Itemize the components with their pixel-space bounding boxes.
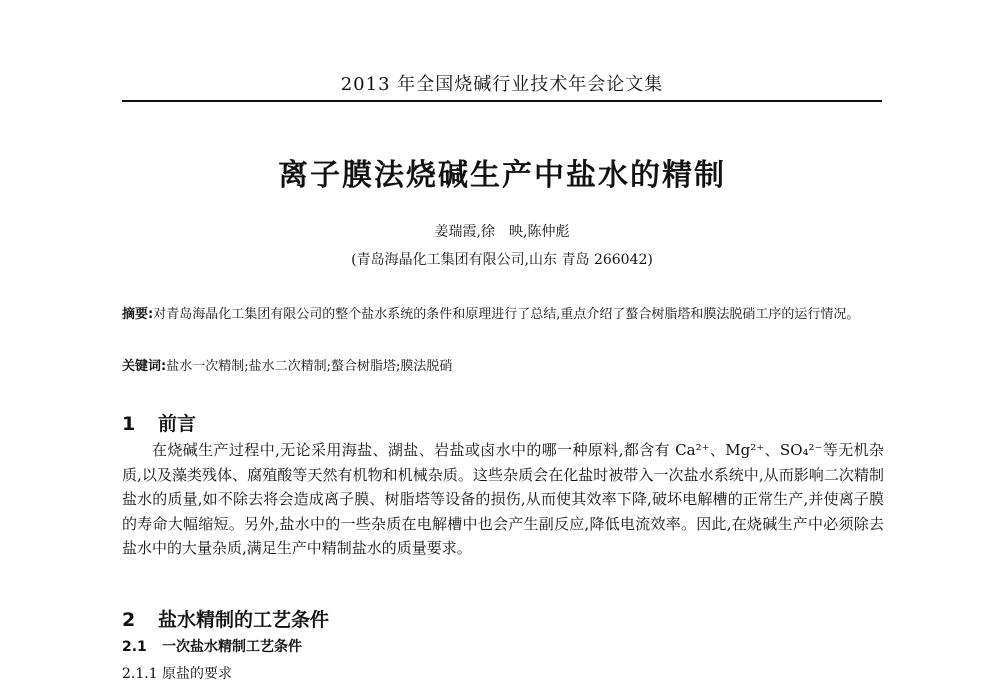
section-title: 盐水精制的工艺条件 xyxy=(158,609,330,631)
subsection-title: 原盐的要求 xyxy=(162,666,232,682)
abstract xyxy=(122,303,882,327)
abstract-text: 对青岛海晶化工集团有限公司的整个盐水系统的条件和原理进行了总结,重点介绍了螯合树脂塔和膜法脱硝工序的运行情况。 xyxy=(153,307,860,322)
keywords-label: 关键词: xyxy=(122,359,167,374)
affiliation: (青岛海晶化工集团有限公司,山东 青岛 266042) xyxy=(351,252,653,268)
keywords-text: 盐水一次精制;盐水二次精制;螯合树脂塔;膜法脱硝 xyxy=(166,359,453,374)
subsection-title: 一次盐水精制工艺条件 xyxy=(162,639,302,655)
keywords xyxy=(122,355,882,379)
paper-title: 离子膜法烧碱生产中盐水的精制 xyxy=(278,158,726,193)
subsection-number: 2.1 xyxy=(122,639,147,655)
authors: 姜瑞霞,徐 映,陈仲彪 xyxy=(434,224,570,240)
section-heading-process xyxy=(122,605,882,632)
subsubsection-heading xyxy=(122,663,882,683)
running-header: 2013 年全国烧碱行业技术年会论文集 xyxy=(340,74,664,95)
abstract-label: 摘要: xyxy=(122,307,154,322)
header-rule xyxy=(122,100,882,102)
section-number: 2 xyxy=(122,609,136,631)
section-title: 前言 xyxy=(158,413,197,435)
intro-paragraph: 在烧碱生产过程中,无论采用海盐、湖盐、岩盐或卤水中的哪一种原料,都含有 Ca²⁺、Mg²⁺、SO₄²⁻等无机杂质,以及藻类残体、腐殖酸等天然有机物和机械杂质。这些杂质会在化盐时被带入一次盐水系统中,从而影响二次精制盐水的质量,如不除去将会造成离子膜、树脂塔等设备的损伤,从而使其效率下降,破坏电解槽的正常生产,并使离子膜的寿命大幅缩短。另外,盐水中的一些杂质在电解槽中也会产生副反应,降低电流效率。因此,在烧碱生产中必须除去盐水中的大量杂质,满足生产中精制盐水的质量要求。 xyxy=(122,441,884,557)
section-heading-intro xyxy=(122,409,882,436)
section-number: 1 xyxy=(122,413,136,435)
subsection-heading xyxy=(122,636,882,656)
subsection-number: 2.1.1 xyxy=(122,666,158,682)
